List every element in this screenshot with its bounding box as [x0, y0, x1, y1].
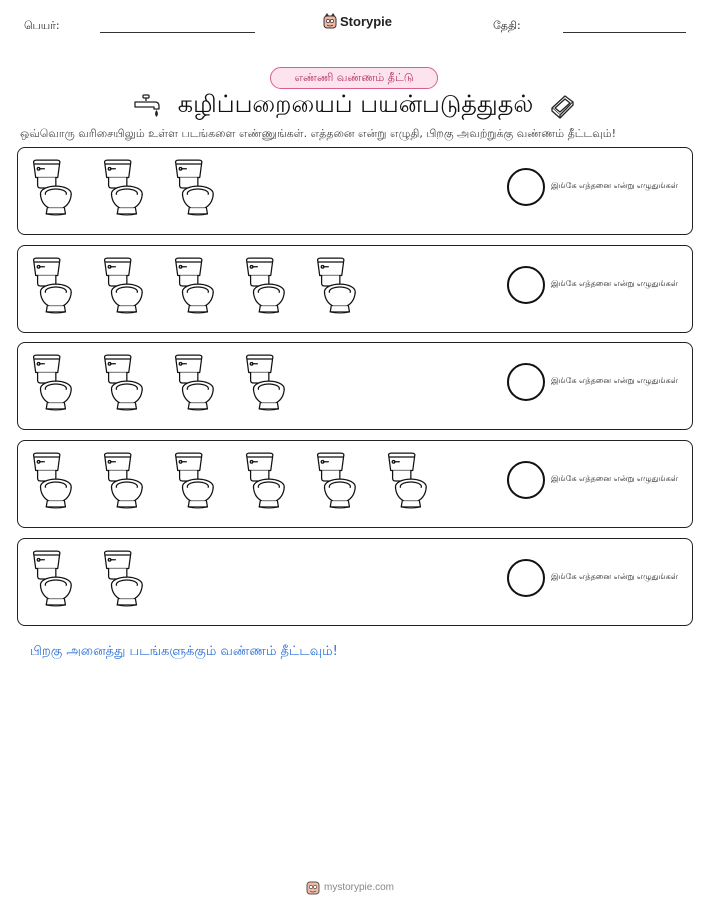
toilet-icon [170, 451, 218, 511]
answer-circle[interactable] [507, 363, 545, 401]
title-bar [0, 90, 709, 124]
toilet-icon [28, 549, 76, 609]
answer-prompt: இங்கே எத்தனை என்று எழுதுங்கள் [551, 279, 678, 288]
page-title: கழிப்பறையைப் பயன்படுத்துதல் [177, 90, 534, 118]
answer-circle[interactable] [507, 168, 545, 206]
soap-icon [548, 93, 576, 119]
toilet-icon [241, 256, 289, 316]
counting-row [17, 147, 693, 235]
worksheet-header [0, 0, 709, 50]
toilet-icon [28, 256, 76, 316]
toilet-icon [99, 549, 147, 609]
toilet-icon [312, 256, 360, 316]
answer-prompt: இங்கே எத்தனை என்று எழுதுங்கள் [551, 181, 678, 190]
name-label: பெயர்: [24, 19, 60, 32]
answer-circle[interactable] [507, 461, 545, 499]
date-label: தேதி: [493, 19, 521, 32]
counting-row [17, 538, 693, 626]
toilet-icon [312, 451, 360, 511]
footer [306, 879, 394, 895]
brand [323, 13, 392, 29]
toilet-icon [170, 353, 218, 413]
toilet-icon [383, 451, 431, 511]
toilet-icon [170, 256, 218, 316]
toilet-icon [28, 158, 76, 218]
counting-row [17, 245, 693, 333]
footer-url: mystorypie.com [324, 881, 395, 893]
storypie-logo-icon [306, 879, 320, 895]
answer-prompt: இங்கே எத்தனை என்று எழுதுங்கள் [551, 376, 678, 385]
toilet-icon [99, 353, 147, 413]
instructions: ஒவ்வொரு வரிசையிலும் உள்ள படங்களை எண்ணுங்கள். எத்தனை என்று எழுதி, பிறகு அவற்றுக்கு வண்ணம் தீட்டவும்! [20, 127, 617, 140]
footer-note: பிறகு அனைத்து படங்களுக்கும் வண்ணம் தீட்டவும்! [30, 644, 338, 659]
toilet-icon [28, 353, 76, 413]
counting-row [17, 342, 693, 430]
activity-badge: எண்ணி வண்ணம் தீட்டு [270, 67, 438, 89]
faucet-icon [133, 92, 163, 120]
answer-circle[interactable] [507, 266, 545, 304]
answer-prompt: இங்கே எத்தனை என்று எழுதுங்கள் [551, 572, 678, 581]
brand-name: Storypie [340, 13, 393, 29]
toilet-icon [99, 256, 147, 316]
date-field[interactable] [563, 32, 686, 33]
name-field[interactable] [100, 32, 255, 33]
toilet-icon [241, 451, 289, 511]
toilet-icon [241, 353, 289, 413]
counting-row [17, 440, 693, 528]
storypie-logo-icon [323, 13, 337, 29]
toilet-icon [99, 451, 147, 511]
answer-circle[interactable] [507, 559, 545, 597]
toilet-icon [99, 158, 147, 218]
toilet-icon [170, 158, 218, 218]
toilet-icon [28, 451, 76, 511]
answer-prompt: இங்கே எத்தனை என்று எழுதுங்கள் [551, 474, 678, 483]
